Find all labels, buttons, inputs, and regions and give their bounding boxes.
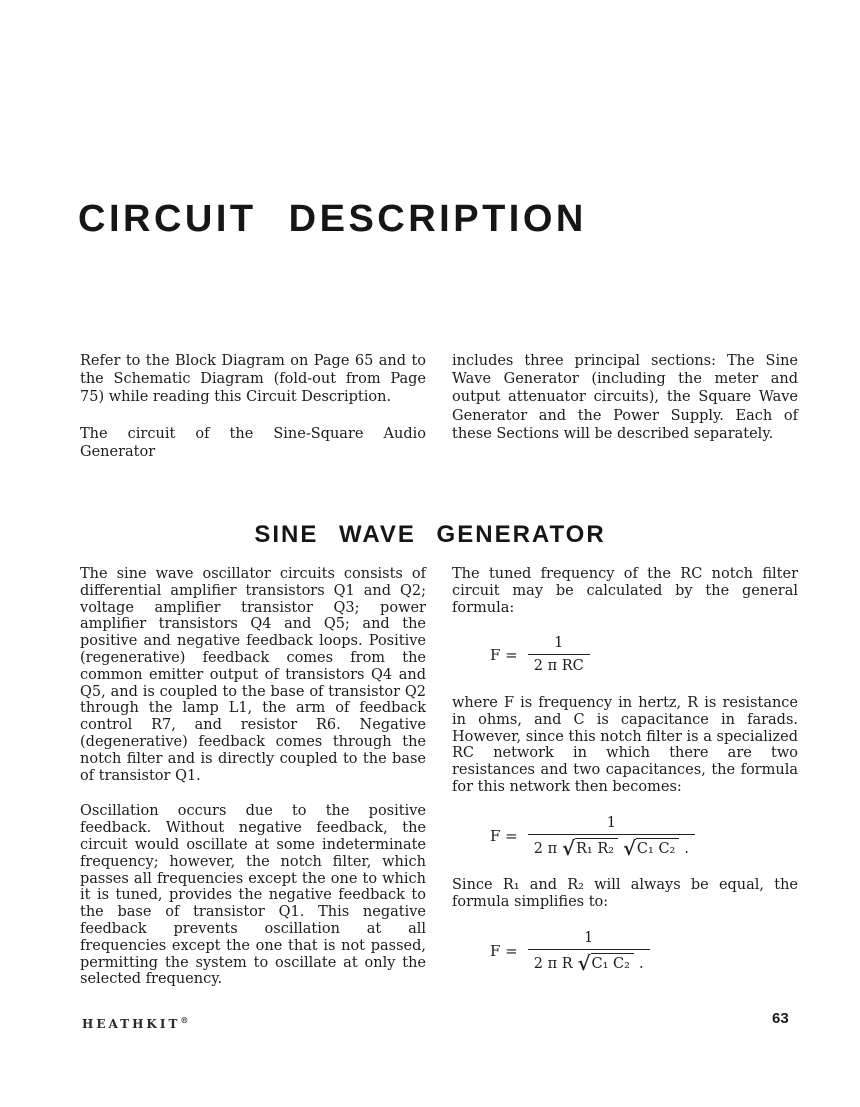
formula-lhs: F = [490, 645, 518, 664]
page-number: 63 [772, 1010, 789, 1027]
registered-mark: ® [180, 1015, 189, 1025]
body-column-left [80, 566, 426, 1007]
paragraph: Oscillation occurs due to the positive feedback. Without negative feedback, the circuit would oscillate at some indeterminate frequency; however, the notch filter, which passes all frequencies except the one to which it is tuned, provides the negative feedback to the base of transistor Q1. This negative feedback prevents oscillation at all frequencies except the one that is not passed, permitting the system to oscillate at only the selected frequency. [80, 803, 426, 988]
numerator: 1 [554, 635, 564, 652]
formula-simplified [490, 930, 798, 973]
formula-period: . [684, 840, 689, 857]
square-root [562, 838, 618, 858]
body-column-right [452, 566, 798, 993]
paragraph: Since R₁ and R₂ will always be equal, the formula simplifies to: [452, 877, 798, 911]
formula-two-r-two-c [490, 815, 798, 858]
paragraph: The sine wave oscillator circuits consists of differential amplifier transistors Q1 and Q2; voltage amplifier transistor Q3; power amplifier transistors Q4 and Q5; and the positive and negative feedback loops. Positive (regenerative) feedback comes from the common emitter output of transistors Q4 and Q5, and is coupled to the base of transistor Q2 through the lamp L1, the arm of feedback control R7, and resistor R6. Negative (degenerative) feedback comes through the notch filter and is directly coupled to the base of transistor Q1. [80, 566, 426, 784]
den-prefix: 2 π [533, 840, 558, 857]
paragraph: includes three principal sections: The Sine Wave Generator (including the meter and output attenuator circuits), the Square Wave Generator and the Power Supply. Each of these Sections will be described separately. [452, 353, 798, 442]
numerator: 1 [606, 814, 616, 831]
paragraph: The circuit of the Sine-Square Audio Generator [80, 425, 426, 460]
footer-brand-logo [82, 1015, 188, 1031]
radical-sign-icon: √ [577, 951, 591, 975]
paragraph: where F is frequency in hertz, R is resistance in ohms, and C is capacitance in farads. However, since this notch filter is a specialized RC network in which there are two resistances and two capacitances, the formula for this network then becomes: [452, 694, 798, 795]
radicand: C₁ C₂ [636, 838, 679, 858]
fraction [528, 635, 590, 675]
paragraph: The tuned frequency of the RC notch filter circuit may be calculated by the general formula: [452, 566, 798, 616]
page-title: CIRCUIT DESCRIPTION [78, 198, 587, 240]
denominator: 2 π RC [528, 654, 590, 675]
radicand: C₁ C₂ [591, 953, 634, 973]
intro-column-left [80, 352, 426, 479]
formula-lhs: F = [490, 826, 518, 845]
radical-sign-icon: √ [562, 836, 575, 860]
intro-column-right [452, 352, 798, 461]
numerator: 1 [584, 929, 594, 946]
fraction [528, 815, 695, 858]
radicand: R₁ R₂ [575, 838, 618, 858]
paragraph: Refer to the Block Diagram on Page 65 and to the Schematic Diagram (fold-out from Page 75) while reading this Circuit Description. [80, 353, 426, 406]
denominator [528, 834, 695, 858]
formula-period: . [638, 955, 644, 972]
formula-general-rc [490, 635, 798, 675]
den-prefix: 2 π R [533, 955, 573, 972]
radical-sign-icon: √ [623, 836, 636, 860]
fraction [528, 930, 650, 973]
brand-text: HEATHKIT [82, 1017, 181, 1031]
formula-lhs: F = [490, 941, 518, 960]
square-root [578, 953, 634, 973]
square-root [623, 838, 679, 858]
denominator [528, 949, 650, 973]
section-heading: SINE WAVE GENERATOR [254, 521, 606, 548]
